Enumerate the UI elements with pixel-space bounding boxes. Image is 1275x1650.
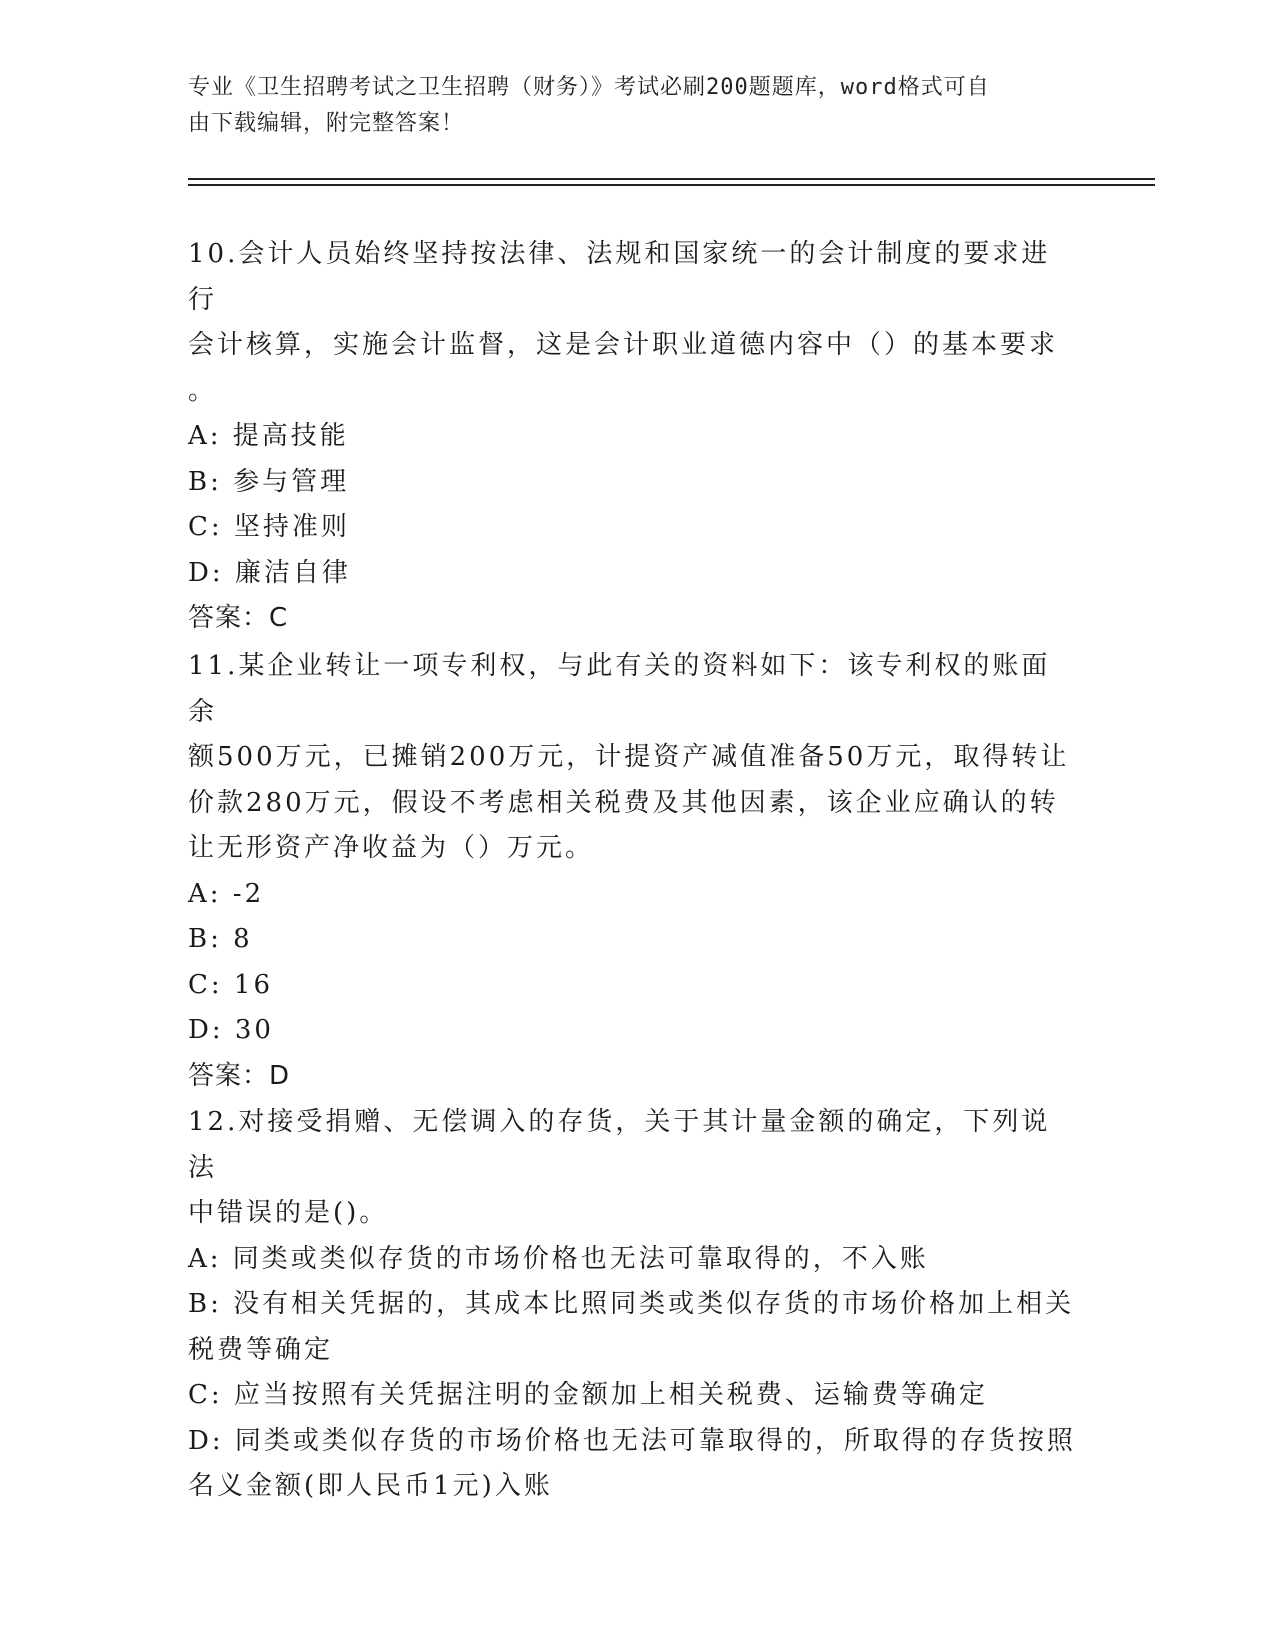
- question-line: 会计核算，实施会计监督，这是会计职业道德内容中（）的基本要求: [188, 330, 1059, 360]
- header-divider-bottom: [188, 184, 1155, 186]
- option-a: A: 同类或类似存货的市场价格也无法可靠取得的，不入账: [188, 1243, 929, 1274]
- question-line: 价款280万元，假设不考虑相关税费及其他因素，该企业应确认的转: [188, 787, 1059, 818]
- option-b: B: 没有相关凭据的，其成本比照同类或类似存货的市场价格加上相关: [188, 1289, 1075, 1319]
- question-line: 。: [188, 375, 218, 406]
- option-b: B: 参与管理: [188, 466, 350, 497]
- question-10: [188, 232, 1078, 642]
- header-line-1: 专业《卫生招聘考试之卫生招聘（财务）》考试必刷200题题库，word格式可自: [188, 75, 990, 100]
- option-d-continued: 名义金额(即人民币1元)入账: [188, 1471, 553, 1501]
- document-header: [188, 70, 1068, 142]
- option-a: A: 提高技能: [188, 421, 349, 451]
- question-11: [188, 644, 1078, 1099]
- question-line: 10.会计人员始终坚持按法律、法规和国家统一的会计制度的要求进行: [188, 239, 1051, 315]
- option-a: A: -2: [188, 878, 265, 909]
- option-b: B: 8: [188, 924, 253, 954]
- question-12: [188, 1100, 1078, 1510]
- option-c: C: 坚持准则: [188, 512, 350, 542]
- question-line: 额500万元，已摊销200万元，计提资产减值准备50万元，取得转让: [188, 742, 1070, 772]
- option-c: C: 应当按照有关凭据注明的金额加上相关税费、运输费等确定: [188, 1380, 988, 1410]
- question-line: 11.某企业转让一项专利权，与此有关的资料如下：该专利权的账面余: [188, 651, 1051, 727]
- option-c: C: 16: [188, 969, 274, 1000]
- option-d: D: 廉洁自律: [188, 557, 351, 588]
- answer: 答案：D: [188, 1060, 291, 1091]
- question-line: 12.对接受捐赠、无偿调入的存货，关于其计量金额的确定，下列说法: [188, 1107, 1051, 1183]
- option-b-continued: 税费等确定: [188, 1334, 334, 1365]
- option-d: D: 同类或类似存货的市场价格也无法可靠取得的，所取得的存货按照: [188, 1425, 1076, 1456]
- header-line-2: 由下载编辑，附完整答案！: [188, 111, 465, 136]
- header-divider-top: [188, 178, 1155, 180]
- question-line: 让无形资产净收益为（）万元。: [188, 833, 595, 863]
- answer: 答案：C: [188, 603, 289, 633]
- option-d: D: 30: [188, 1015, 274, 1045]
- question-line: 中错误的是()。: [188, 1198, 389, 1228]
